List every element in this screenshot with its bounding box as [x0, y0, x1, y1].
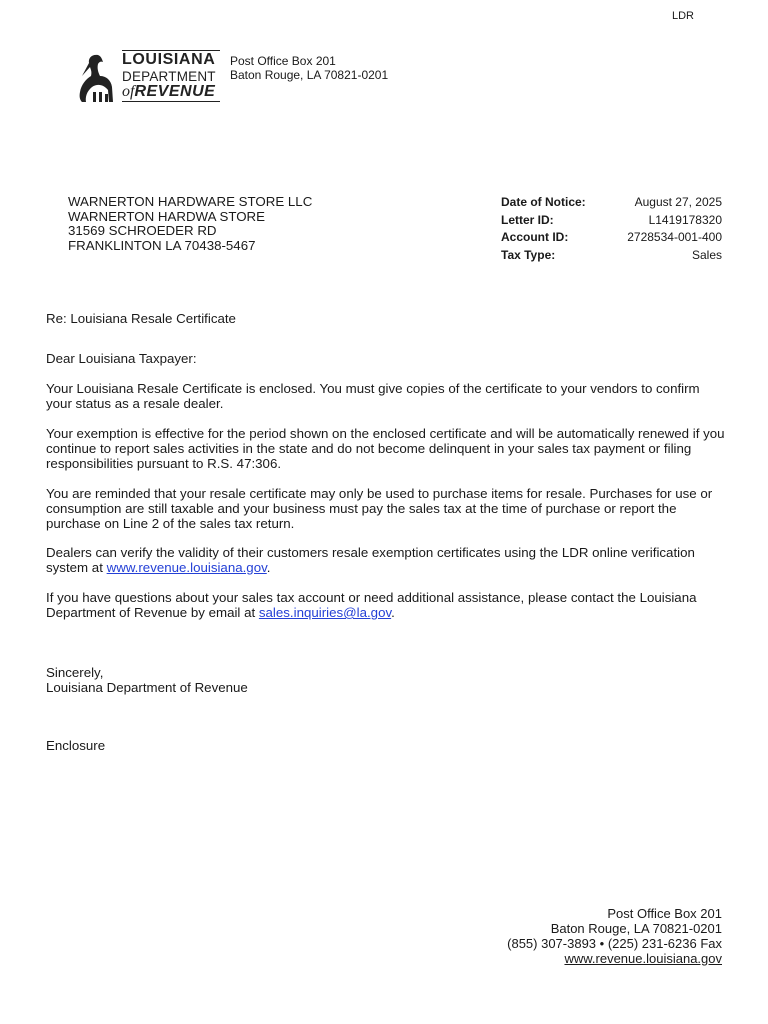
logo-of-text: of — [122, 83, 135, 100]
meta-label: Date of Notice: — [501, 195, 586, 209]
recipient-line2: WARNERTON HARDWA STORE — [68, 208, 266, 224]
paragraph-5-text: If you have questions about your sales tax account or need additional assistance, please contact the Louisiana Department of Revenue by email at — [46, 590, 697, 620]
meta-value: Sales — [691, 247, 722, 262]
header-address-line1: Post Office Box 201 — [230, 54, 336, 68]
ldr-logo — [76, 50, 222, 104]
signature: Louisiana Department of Revenue — [46, 680, 248, 695]
paragraph-3 — [46, 486, 726, 531]
logo-bottom-rule — [122, 101, 220, 102]
header-address-line2: Baton Rouge, LA 70821-0201 — [230, 68, 389, 82]
meta-row-tax-type — [501, 247, 722, 265]
meta-row-account-id — [501, 229, 722, 247]
meta-label: Tax Type: — [501, 247, 556, 262]
meta-row-date — [501, 194, 722, 212]
recipient-line1: WARNERTON HARDWARE STORE LLC — [68, 194, 313, 209]
sales-inquiries-email-link[interactable]: sales.inquiries@la.gov — [258, 605, 392, 620]
footer-website-link[interactable]: www.revenue.louisiana.gov — [564, 951, 722, 966]
meta-value: L1419178320 — [648, 212, 722, 227]
paragraph-2-text: Your exemption is effective for the period shown on the enclosed certificate and will be automatically renewed if you continue to report sales activities in the state and do not become delinquent in your sales tax payment or filing responsibilities pursuant to R.S. 47:306. — [46, 426, 725, 471]
paragraph-4-text: Dealers can verify the validity of their customers resale exemption certificates using the LDR online verification system at — [46, 545, 695, 575]
pelican-logo-icon — [76, 52, 120, 104]
enclosure-note: Enclosure — [46, 738, 106, 753]
revenue-website-link[interactable]: www.revenue.louisiana.gov — [106, 560, 267, 575]
notice-metadata — [501, 194, 722, 264]
re-line: Re: Louisiana Resale Certificate — [46, 311, 236, 326]
header-address — [230, 54, 388, 82]
paragraph-2 — [46, 426, 726, 471]
meta-row-letter-id — [501, 212, 722, 230]
salutation: Dear Louisiana Taxpayer: — [46, 351, 197, 366]
logo-louisiana-text: LOUISIANA — [122, 51, 216, 68]
recipient-line3: 31569 SCHROEDER RD — [68, 223, 217, 238]
meta-label: Account ID: — [501, 230, 569, 245]
meta-value: August 27, 2025 — [634, 195, 722, 209]
closing-text: Sincerely, — [46, 665, 104, 680]
corner-tag: LDR — [672, 10, 695, 22]
footer-line2: Baton Rouge, LA 70821-0201 — [550, 921, 722, 936]
logo-revenue-text — [122, 83, 215, 101]
paragraph-1-text: Your Louisiana Resale Certificate is enclosed. You must give copies of the certificate to your vendors to confirm your status as a resale dealer. — [46, 381, 700, 411]
footer-line1: Post Office Box 201 — [607, 906, 722, 921]
meta-value: 2728534-001-400 — [627, 230, 722, 245]
meta-label: Letter ID: — [501, 212, 554, 227]
logo-department-text: DEPARTMENT — [122, 69, 216, 84]
closing — [46, 665, 726, 695]
recipient-address — [68, 195, 312, 253]
paragraph-4-end: . — [266, 560, 271, 575]
footer-contact — [507, 906, 722, 966]
paragraph-5-end: . — [391, 605, 395, 620]
logo-revenue-word: REVENUE — [134, 83, 216, 100]
paragraph-4 — [46, 545, 726, 575]
paragraph-1 — [46, 381, 726, 411]
recipient-line4: FRANKLINTON LA 70438-5467 — [68, 237, 256, 253]
paragraph-3-text: You are reminded that your resale certificate may only be used to purchase items for resale. Purchases for use or consumption are still taxable and your business must pay the sales tax at the time of purchase or report the purchase on Line 2 of the sales tax return. — [46, 486, 713, 531]
footer-phone-fax: (855) 307-3893 • (225) 231-6236 Fax — [507, 936, 722, 951]
paragraph-5 — [46, 590, 726, 620]
